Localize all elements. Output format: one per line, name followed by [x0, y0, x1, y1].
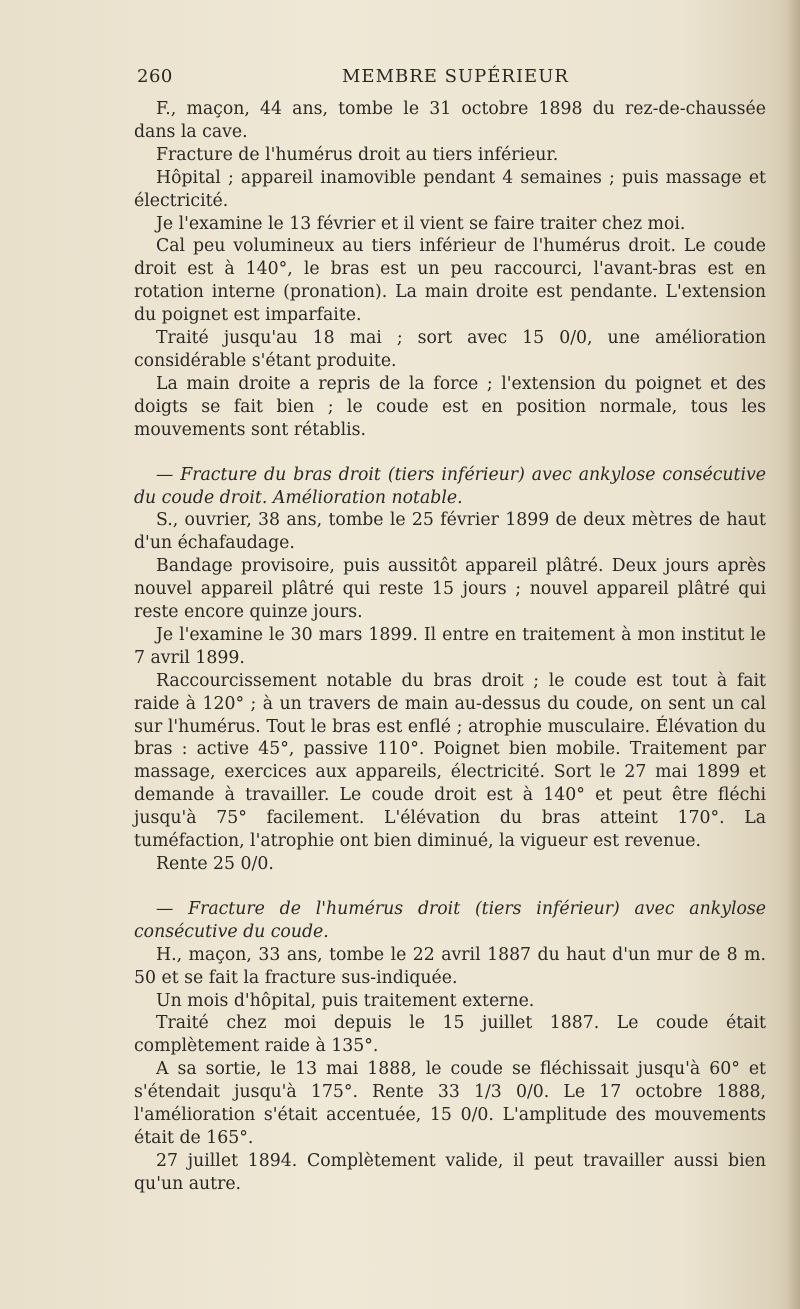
case1-paragraph-2: Fracture de l'humérus droit au tiers inférieur. — [156, 144, 559, 165]
case1-paragraph-1: F., maçon, 44 ans, tombe le 31 octobre 1898 du rez-de-chaussée dans la cave. — [134, 99, 766, 142]
case2-paragraph-2: Bandage provisoire, puis aussitôt appareil plâtré. Deux jours après nouvel appareil plâtré qui reste 15 jours ; nouvel appareil plâtré qui reste encore quinze jours. — [134, 556, 766, 623]
case1-paragraph-4: Je l'examine le 13 février et il vient se faire traiter chez moi. — [156, 213, 686, 234]
case3-paragraph-2: Un mois d'hôpital, puis traitement externe. — [156, 990, 535, 1011]
case3-paragraph-1: H., maçon, 33 ans, tombe le 22 avril 1887 du haut d'un mur de 8 m. 50 et se fait la fracture sus-indiquée. — [134, 944, 766, 988]
page-body — [134, 98, 766, 1196]
running-title: MEMBRE SUPÉRIEUR — [342, 66, 569, 87]
page-number: 260 — [137, 66, 173, 87]
case2-paragraph-4: Raccourcissement notable du bras droit ; le coude est tout à fait raide à 120° ; à un travers de main au-dessus du coude, on sent un cal sur l'humérus. Tout le bras est enflé ; atrophie musculaire. Élévation du bras : active 45°, passive 110°. Poignet bien mobile. Traitement par massage, exercices aux appareils, électricité. Sort le 27 mai 1899 et demande à travailler. Le coude droit est à 140° et peut être fléchi jusqu'à 75° facilement. L'élévation du bras atteint 170°. La tuméfaction, l'atrophie ont bien diminué, la vigueur est revenue. — [134, 670, 766, 852]
case3-paragraph-5: 27 juillet 1894. Complètement valide, il peut travailler aussi bien qu'un autre. — [134, 1150, 766, 1194]
case2-heading: — Fracture du bras droit (tiers inférieur) avec ankylose consécutive du coude droit. Amélioration notable. — [134, 464, 766, 508]
case2-paragraph-1: S., ouvrier, 38 ans, tombe le 25 février 1899 de deux mètres de haut d'un échafaudage. — [134, 510, 766, 554]
page-gutter-shadow — [786, 0, 800, 1309]
case2-paragraph-5: Rente 25 0/0. — [156, 854, 274, 874]
case3-paragraph-4: A sa sortie, le 13 mai 1888, le coude se fléchissait jusqu'à 60° et s'étendait jusqu'à 175°. Rente 33 1/3 0/0. Le 17 octobre 1888, l'amélioration s'était accentuée, 15 0/0. L'amplitude des mouvements était de 165°. — [134, 1059, 766, 1148]
case1-paragraph-3: Hôpital ; appareil inamovible pendant 4 semaines ; puis massage et électricité. — [134, 167, 766, 211]
case1-paragraph-6: Traité jusqu'au 18 mai ; sort avec 15 0/0, une amélioration considérable s'étant produite. — [134, 328, 766, 371]
case3-heading: — Fracture de l'humérus droit (tiers inférieur) avec ankylose consécutive du coude. — [134, 898, 766, 942]
case1-paragraph-5: Cal peu volumineux au tiers inférieur de l'humérus droit. Le coude droit est à 140°, le bras est un peu raccourci, l'avant-bras est en rotation interne (pronation). La main droite est pendante. L'extension du poignet est imparfaite. — [134, 236, 766, 326]
case3-paragraph-3: Traité chez moi depuis le 15 juillet 1887. Le coude était complètement raide à 135°. — [134, 1013, 766, 1057]
case1-paragraph-7: La main droite a repris de la force ; l'extension du poignet et des doigts se fait bien ; le coude est en position normale, tous les mouvements sont rétablis. — [134, 373, 766, 440]
case2-paragraph-3: Je l'examine le 30 mars 1899. Il entre en traitement à mon institut le 7 avril 1899. — [134, 624, 766, 668]
page-header — [137, 66, 765, 90]
